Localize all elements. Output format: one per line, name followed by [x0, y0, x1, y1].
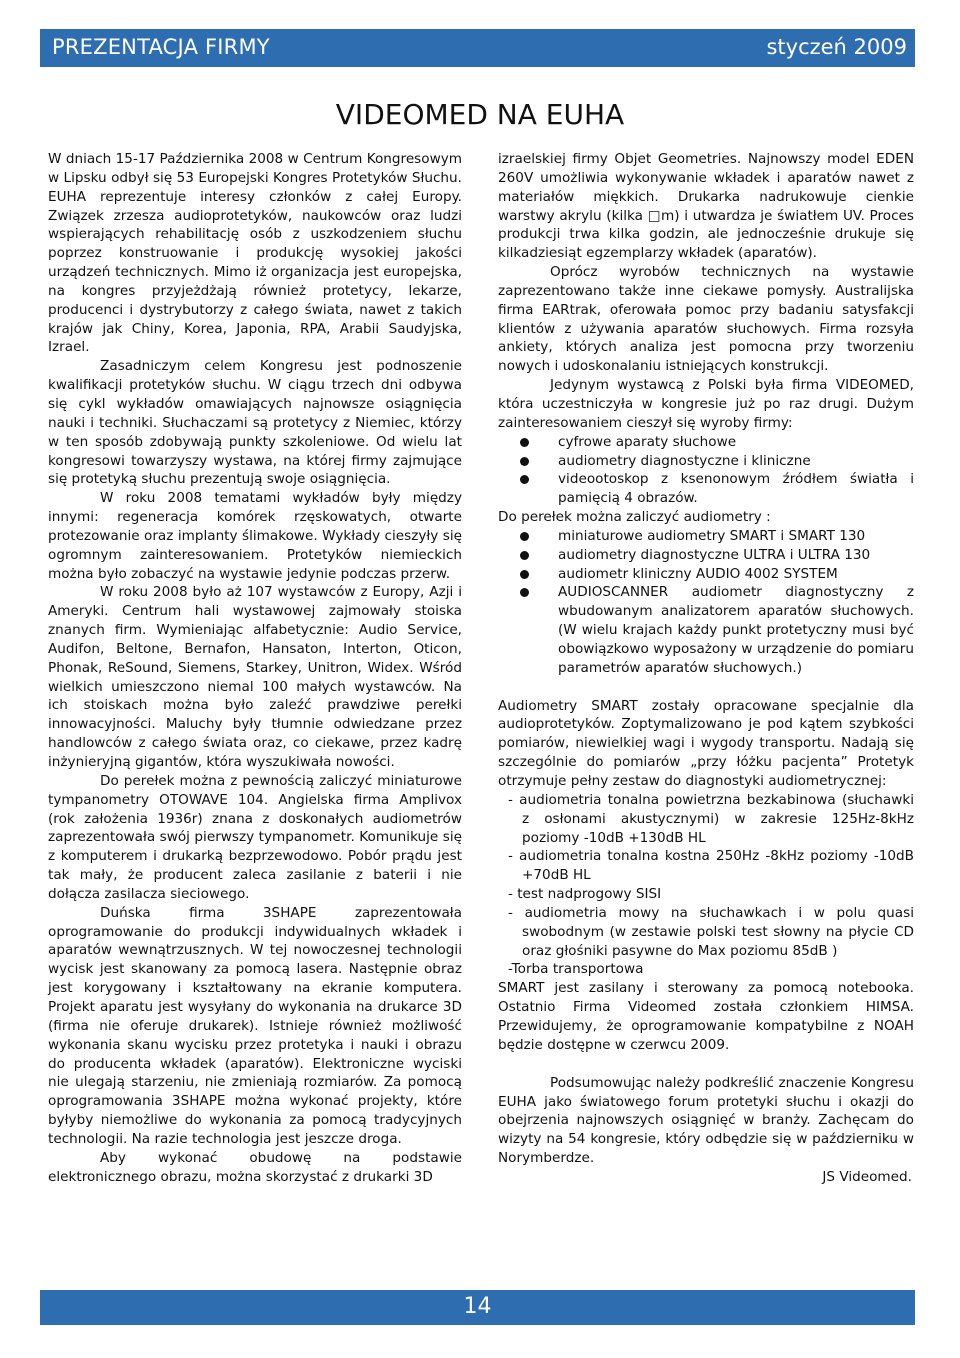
list-item: - audiometria mowy na słuchawkach i w polu quasi swobodnym (w zestawie polski test słowny na płycie CD oraz głośniki pasywne do Max poziomu 85dB ) — [508, 904, 914, 959]
article-title-wrap — [0, 98, 960, 131]
pearls-intro: Do perełek można zaliczyć audiometry : — [498, 509, 771, 526]
article-title: VIDEOMED NA EUHA — [335, 98, 625, 131]
page-number: 14 — [463, 1294, 492, 1319]
paragraph: Duńska firma 3SHAPE zaprezentowała oprogramowanie do produkcji indywidualnych wkładek i aparatów wewnątrzusznych. W tej nowoczesnej technologii wycisk jest skanowany za pomocą lasera. Następnie obraz jest korygowany i kształtowany na ekranie komputera. Projekt aparatu jest wysyłany do wykonania na drukarce 3D (firma nie oferuje drukarek). Istnieje również możliwość wykonania skanu wycisku przez protetyka i nauki i obrazu do producenta wkładek (aparatów). Elektroniczne wyciski nie ulegają starzeniu, nie zmieniają rozmiarów. Za pomocą oprogramowania 3SHAPE można wykonać projekty, które byłyby niemożliwe do wykonania za pomocą tradycyjnych technologii. Na razie technologia jest jeszcze droga. — [48, 904, 462, 1147]
diagnostics-list — [498, 791, 914, 979]
left-column — [48, 150, 462, 1186]
list-item: - audiometria tonalna kostna 250Hz -8kHz poziomy -10dB +70dB HL — [508, 848, 914, 884]
header-banner — [40, 29, 915, 67]
paragraph: SMART jest zasilany i sterowany za pomocą notebooka. Ostatnio Firma Videomed została członkiem HIMSA. Przewidujemy, że oprogramowanie kompatybilne z NOAH będzie dostępne w czerwcu 2009. — [498, 980, 914, 1053]
paragraph: Jedynym wystawcą z Polski była firma VIDEOMED, która uczestniczyła w kongresie już po raz drugi. Dużym zainteresowaniem cieszył się wyroby firmy: — [498, 377, 914, 431]
paragraph: Aby wykonać obudowę na podstawie elektronicznego obrazu, można skorzystać z drukarki 3D — [48, 1149, 462, 1185]
list-item: - audiometria tonalna powietrzna bezkabinowa (słuchawki z osłonami akustycznymi) w zakresie 125Hz-8kHz poziomy -10dB +130dB HL — [508, 791, 914, 846]
section-label: PREZENTACJA FIRMY — [52, 35, 270, 59]
issue-date: styczeń 2009 — [766, 35, 907, 59]
paragraph: izraelskiej firmy Objet Geometries. Najnowszy model EDEN 260V umożliwia wykonywanie wkładek i aparatów nawet z materiałów miękkich. Drukarka nadrukowuje cienkie warstwy akrylu (kilka □m) i utwardza je światłem UV. Proces produkcji trwa kilka godzin, ale jednocześnie drukuje się kilkadziesiąt egzemplarzy wkładek (aparatów). — [498, 151, 914, 262]
footer-banner — [40, 1290, 915, 1325]
list-item: audiometr kliniczny AUDIO 4002 SYSTEM — [520, 565, 914, 584]
list-item: AUDIOSCANNER audiometr diagnostyczny z wbudowanym analizatorem aparatów słuchowych. (W wielu krajach każdy punkt protetyczny musi być obowiązkowo wyposażony w urządzenie do pomiaru parametrów aparatów słuchowych.) — [520, 583, 914, 677]
list-item: audiometry diagnostyczne i kliniczne — [520, 452, 914, 471]
paragraph: W roku 2008 było aż 107 wystawców z Europy, Azji i Ameryki. Centrum hali wystawowej zajmowały stoiska znanych firm. Wymieniając alfabetycznie: Audio Service, Audifon, Beltone, Bernafon, Hansaton, Interton, Oticon, Phonak, ReSound, Siemens, Starkey, Unitron, Widex. Wśród wielkich umieszczono niemal 100 małych wystawców. Na ich stoiskach można było zaleźć prawdziwe perełki innowacyjności. Maluchy były tłumnie odwiedzane przez handlowców z całego świata oraz, co ciekawe, przez kadrę inżynieryjną gigantów, która wyszukiwała nowości. — [48, 584, 462, 770]
paragraph: Audiometry SMART zostały opracowane specjalnie dla audioprotetyków. Zoptymalizowano je pod kątem szybkości pomiarów, niewielkiej wagi i wygody transportu. Nadają się szczególnie do pomiarów „przy łóżku pacjenta” Protetyk otrzymuje pełny zestaw do diagnostyki audiometrycznej: — [498, 697, 914, 789]
list-item: - test nadprogowy SISI — [508, 886, 662, 903]
paragraph: Do perełek można z pewnością zaliczyć miniaturowe tympanometry OTOWAVE 104. Angielska firma Amplivox (rok założenia 1936r) znana z doskonałych audiometrów zaprezentowała swój pierwszy tympanometr. Komunikuje się z komputerem i drukarką bezprzewodowo. Pobór prądu jest tak mały, że producent zaleca zasilanie z baterii i nie dołącza zasilacza sieciowego. — [48, 772, 462, 902]
paragraph: W dniach 15-17 Października 2008 w Centrum Kongresowym w Lipsku odbył się 53 Europejski Kongres Protetyków Słuchu. EUHA reprezentuje interesy członków z całej Europy. Związek zrzesza audioprotetyków, naukowców oraz ludzi wspierających rehabilitację osób z uszkodzeniem słuchu poprzez konstruowanie i produkcję wysokiej jakości urządzeń technicznych. Mimo iż organizacja jest europejska, na kongres przyjeżdżają również protetycy, lekarze, producenci i dystrybutorzy z całego świata, nawet z takich krajów jak Chiny, Korea, Japonia, RPA, Arabii Saudyjska, Izrael. — [48, 151, 462, 356]
pearls-list — [498, 527, 914, 678]
paragraph: Oprócz wyrobów technicznych na wystawie zaprezentowano także inne ciekawe pomysły. Australijska firma EARtrak, oferowała pomoc przy badaniu satysfakcji klientów z używania aparatów słuchowych. Firma rozsyła ankiety, których analiza jest pomocna przy tworzeniu nowych i udoskonalaniu istniejących konstrukcji. — [498, 264, 914, 375]
paragraph: Podsumowując należy podkreślić znaczenie Kongresu EUHA jako światowego forum protetyki słuchu i okazji do obejrzenia najnowszych osiągnięć w branży. Zachęcam do wizyty na 54 kongresie, który odbędzie się w październiku w Norymberdze. — [498, 1074, 914, 1167]
paragraph: W roku 2008 tematami wykładów były między innymi: regeneracja komórek rzęskowatych, otwarte protezowanie oraz implanty ślimakowe. Wykłady cieszyły się ogromnym zainteresowaniem. Protetyków niemieckich można było zobaczyć na wystawie jedynie podczas przerw. — [48, 490, 462, 582]
list-item: cyfrowe aparaty słuchowe — [520, 433, 914, 452]
list-item: videootoskop z ksenonowym źródłem światła i pamięcią 4 obrazów. — [520, 470, 914, 508]
paragraph: Zasadniczym celem Kongresu jest podnoszenie kwalifikacji protetyków słuchu. W ciągu trzech dni odbywa się cykl wykładów omawiających najnowsze osiągnięcia nauki i techniki. Słuchaczami są protetycy z Niemiec, którzy w ten sposób zdobywają punkty szkoleniowe. Od wielu lat kongresowi towarzyszy wystawa, na której firmy zajmujące się protetyką słuchu prezentują swoje osiągnięcia. — [48, 358, 462, 488]
right-column — [498, 150, 914, 1187]
list-item: audiometry diagnostyczne ULTRA i ULTRA 130 — [520, 546, 914, 565]
list-item: miniaturowe audiometry SMART i SMART 130 — [520, 527, 914, 546]
products-list — [498, 433, 914, 508]
signature: JS Videomed. — [822, 1168, 912, 1185]
list-item: -Torba transportowa — [508, 961, 644, 978]
